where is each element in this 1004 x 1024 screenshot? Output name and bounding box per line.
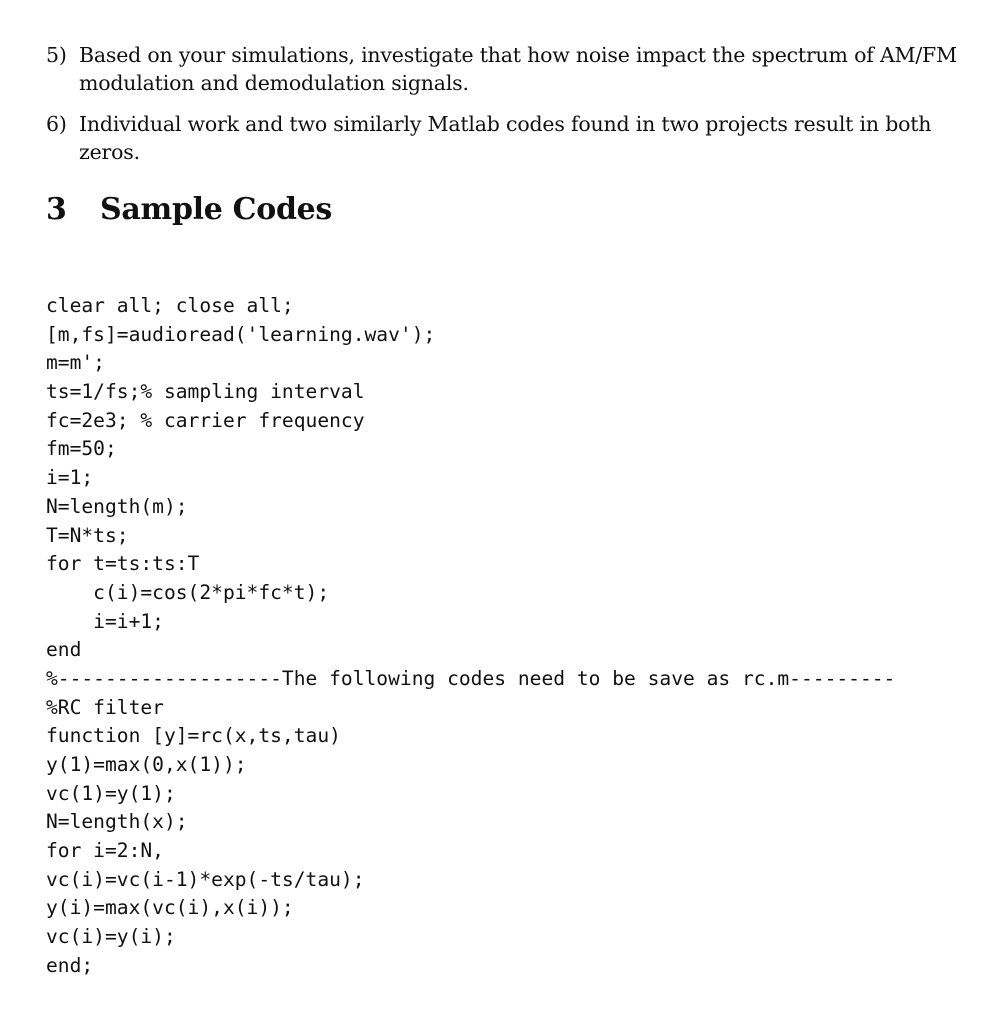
code-line: i=i+1;	[46, 609, 164, 633]
list-number: 6)	[46, 112, 67, 136]
code-line: function [y]=rc(x,ts,tau)	[46, 724, 341, 748]
code-line: end;	[46, 953, 94, 977]
code-line: for t=ts:ts:T	[46, 552, 200, 576]
list-item-6	[46, 110, 986, 166]
code-line: y(1)=max(0,x(1));	[46, 753, 247, 776]
code-line: fm=50;	[46, 437, 117, 461]
code-line: clear all; close all;	[46, 294, 294, 317]
list-item-5	[46, 41, 986, 97]
code-line: vc(i)=y(i);	[46, 925, 176, 949]
list-text-line: modulation and demodulation signals.	[79, 71, 469, 95]
code-line: vc(i)=vc(i-1)*exp(-ts/tau);	[46, 867, 365, 891]
section-heading	[46, 190, 332, 230]
code-block	[46, 292, 986, 981]
list-number: 5)	[46, 43, 67, 67]
code-line: T=N*ts;	[46, 523, 129, 547]
code-line: y(i)=max(vc(i),x(i));	[46, 896, 294, 920]
code-line: for i=2:N,	[46, 839, 164, 863]
code-line: N=length(x);	[46, 810, 188, 834]
code-line: c(i)=cos(2*pi*fc*t);	[46, 580, 330, 604]
code-line: %-------------------The following codes need to be save as rc.m---------	[46, 666, 896, 690]
code-line: ts=1/fs;% sampling interval	[46, 380, 365, 404]
section-title: Sample Codes	[100, 192, 332, 227]
code-line: %RC filter	[46, 695, 164, 719]
section-number: 3	[46, 192, 67, 227]
code-line: m=m';	[46, 351, 105, 375]
code-line: [m,fs]=audioread('learning.wav');	[46, 322, 436, 346]
code-line: end	[46, 638, 82, 662]
code-line: N=length(m);	[46, 494, 188, 518]
list-text-line: Based on your simulations, investigate that how noise impact the spectrum of AM/FM	[79, 43, 957, 67]
code-line: fc=2e3; % carrier frequency	[46, 408, 365, 432]
list-text-line: Individual work and two similarly Matlab codes found in two projects result in both zeros.	[79, 112, 932, 164]
code-line: vc(1)=y(1);	[46, 781, 176, 805]
code-line: i=1;	[46, 466, 94, 490]
